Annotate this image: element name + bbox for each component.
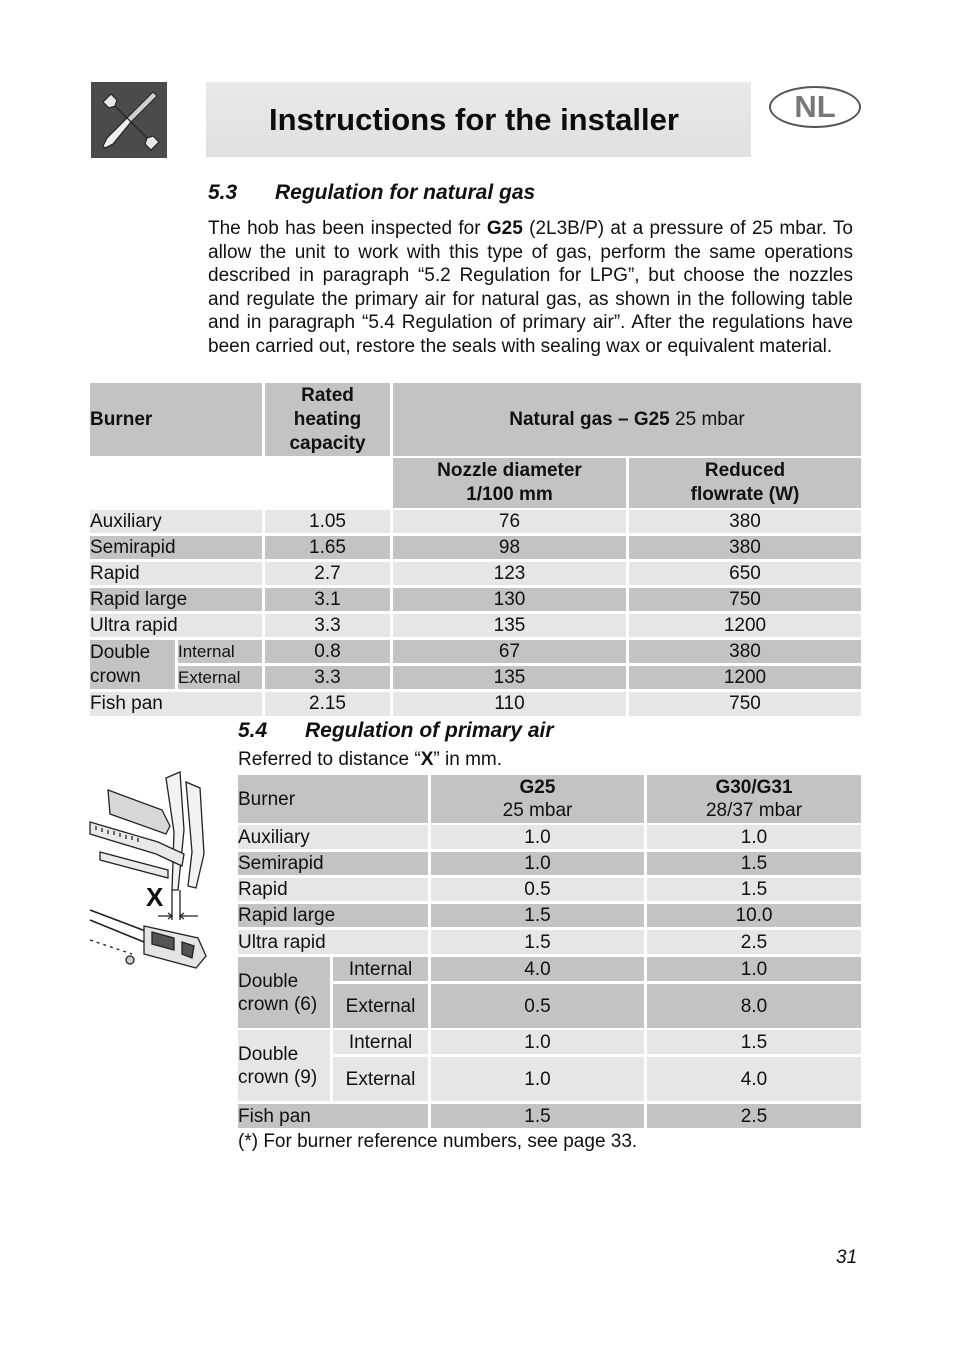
table-header-burner: Burner [238,775,428,823]
table-cell-nozzle: 135 [393,614,626,637]
table-cell-flow: 380 [629,640,861,663]
section-number: 5.4 [238,719,268,742]
section-5-4-heading [238,719,554,743]
table-cell-burner: Fish pan [238,1104,428,1128]
page-number: 31 [836,1247,858,1268]
table-header-g25 [431,775,644,823]
table-cell-g25: 4.0 [431,957,644,981]
primary-air-table [238,775,861,1128]
table-cell-burner: Rapid large [90,588,262,611]
table-cell-burner: Ultra rapid [238,930,428,954]
table-header-burner: Burner [90,383,262,456]
table-cell-sub: Internal [178,640,262,663]
table-cell-burner: Semirapid [238,852,428,875]
table-cell-sub: External [178,666,262,689]
section-number: 5.3 [208,181,238,204]
page-title: Instructions for the installer [269,102,679,137]
table-cell-flow: 1200 [629,666,861,689]
table-cell-g30: 10.0 [647,904,861,927]
table-cell-burner: Semirapid [90,536,262,559]
language-badge: NL [769,86,861,128]
table-cell-burner: Ultra rapid [90,614,262,637]
table-cell-sub: External [333,1057,428,1101]
footnote: (*) For burner reference numbers, see page 33. [238,1131,638,1152]
table-header-g30 [647,775,861,823]
table-cell-capacity: 0.8 [265,640,390,663]
table-cell-g30: 2.5 [647,930,861,954]
section-5-3-heading [208,181,535,205]
tools-icon [91,82,167,158]
table-cell-nozzle: 76 [393,510,626,533]
table-cell-burner: Double crown (9) [238,1030,330,1101]
intro-bold: X [420,749,434,770]
gas-pressure: 28/37 mbar [705,800,803,821]
table-cell-g30: 1.5 [647,878,861,901]
gas-name: G25 [519,777,556,798]
gas-pressure: 25 mbar [669,408,745,430]
section-title: Regulation for natural gas [275,181,536,204]
table-cell-g25: 1.0 [431,1057,644,1101]
table-cell-sub: Internal [333,957,428,981]
table-cell-g25: 1.0 [431,852,644,875]
section-5-4-intro [238,749,502,771]
distance-x-label: X [146,882,164,912]
intro-text: ” in mm. [433,749,502,770]
table-cell-nozzle: 110 [393,692,626,716]
table-cell-g30: 1.5 [647,1030,861,1054]
table-cell-capacity: 3.1 [265,588,390,611]
table-cell-nozzle: 130 [393,588,626,611]
table-cell-capacity: 3.3 [265,666,390,689]
table-cell-burner: Fish pan [90,692,262,716]
table-cell-flow: 380 [629,510,861,533]
table-cell-g25: 0.5 [431,984,644,1028]
table-cell-g30: 1.0 [647,957,861,981]
natural-gas-table [90,383,861,717]
gas-name: Natural gas – G25 [509,408,670,430]
paragraph-text: The hob has been inspected for [208,218,487,239]
table-cell-flow: 1200 [629,614,861,637]
section-title: Regulation of primary air [305,719,554,742]
title-bar [206,82,751,157]
table-cell-capacity: 3.3 [265,614,390,637]
table-cell-nozzle: 135 [393,666,626,689]
table-header-capacity: Rated heating capacity [265,383,390,456]
table-cell-flow: 750 [629,588,861,611]
table-header-gas [393,383,861,456]
table-cell-g30: 1.5 [647,852,861,875]
table-cell-g30: 4.0 [647,1057,861,1101]
table-cell-flow: 650 [629,562,861,585]
caliper-illustration [88,770,216,970]
table-cell-nozzle: 123 [393,562,626,585]
intro-text: Referred to distance “ [238,749,421,770]
table-cell-g30: 1.0 [647,825,861,849]
table-cell-burner: Rapid large [238,904,428,927]
table-cell-capacity: 1.65 [265,536,390,559]
table-cell-capacity: 2.15 [265,692,390,716]
table-header-nozzle: Nozzle diameter 1/100 mm [393,458,626,508]
section-5-3-paragraph [208,217,853,358]
table-cell-flow: 380 [629,536,861,559]
table-cell-g25: 1.0 [431,1030,644,1054]
table-cell-g25: 0.5 [431,878,644,901]
table-cell-burner: Auxiliary [238,825,428,849]
table-cell-capacity: 2.7 [265,562,390,585]
table-cell-sub: Internal [333,1030,428,1054]
paragraph-text: (2L3B/P) at a pressure of 25 mbar. To allow the unit to work with this type of gas, perform the same operations described in paragraph “5.2 Regulation for LPG”, but choose the nozzles and regulate the primary air for natural gas, as shown in the following table and in paragraph “5.4 Regulation of primary air”. After the regulations have been carried out, restore the seals with sealing wax or equivalent material. [208,218,853,357]
table-cell-nozzle: 67 [393,640,626,663]
table-cell-sub: External [333,984,428,1028]
table-cell-flow: 750 [629,692,861,716]
table-cell-nozzle: 98 [393,536,626,559]
table-cell-burner: Rapid [90,562,262,585]
table-cell-capacity: 1.05 [265,510,390,533]
table-cell-g25: 1.0 [431,825,644,849]
table-cell-g30: 8.0 [647,984,861,1028]
gas-name: G30/G31 [715,777,793,798]
table-cell-burner: Auxiliary [90,510,262,533]
table-cell-burner: Double crown [90,640,175,689]
table-cell-g30: 2.5 [647,1104,861,1128]
table-header-flow: Reduced flowrate (W) [629,458,861,508]
table-cell-g25: 1.5 [431,904,644,927]
table-cell-g25: 1.5 [431,1104,644,1128]
paragraph-bold: G25 [486,218,523,239]
table-cell-burner: Double crown (6) [238,957,330,1028]
gas-pressure: 25 mbar [502,800,573,821]
table-cell-burner: Rapid [238,878,428,901]
table-header-blank [90,458,390,508]
table-cell-g25: 1.5 [431,930,644,954]
